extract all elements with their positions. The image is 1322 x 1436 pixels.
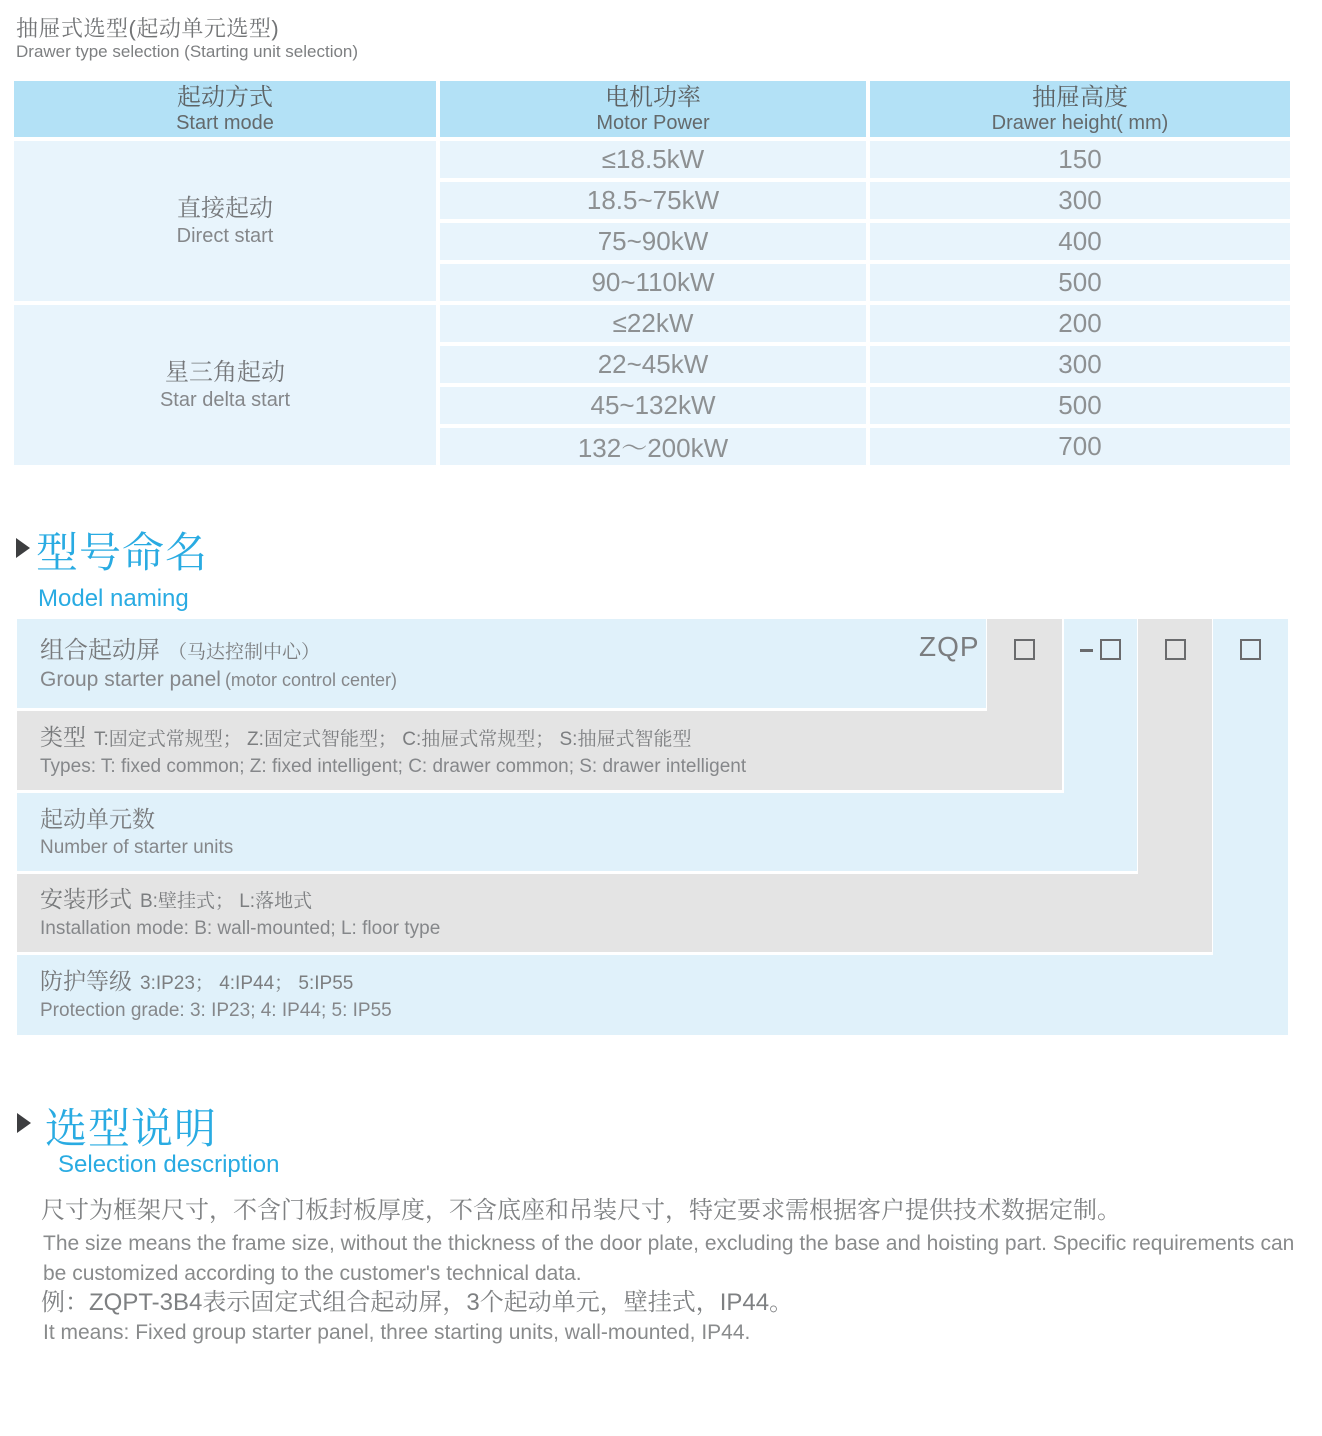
height-value: 400: [1058, 226, 1102, 256]
row5-label-en: Protection grade: 3: IP23; 4: IP44; 5: IP55: [40, 1000, 392, 1021]
code-column-type: [987, 619, 1062, 790]
height-cell: [870, 387, 1290, 424]
power-cell: [440, 141, 866, 178]
power-cell: [440, 305, 866, 342]
model-naming-subtitle: Model naming: [38, 585, 189, 612]
row4-label-cn: 安装形式: [40, 886, 132, 912]
power-value: 22~45kW: [597, 349, 709, 379]
height-cell: [870, 141, 1290, 178]
mode-star-delta-cn: 星三角起动: [165, 359, 285, 386]
model-code-box: [1014, 639, 1035, 660]
power-value: 132～200kW: [577, 433, 729, 463]
desc-paragraph-1-en: The size means the frame size, without the thickness of the door plate, excluding the base and hoisting part. Specific requirements can be customized according to the customer's technical data.: [43, 1232, 1295, 1285]
power-value: 45~132kW: [590, 390, 716, 420]
diagram-row-types: [17, 711, 1062, 790]
mode-direct-start-en: Direct start: [176, 225, 274, 247]
power-value: ≤22kW: [612, 308, 694, 338]
power-cell: [440, 223, 866, 260]
mode-direct-start-cn: 直接起动: [177, 195, 273, 222]
power-cell: [440, 346, 866, 383]
row5-label-cn: 防护等级: [40, 968, 132, 994]
row1-label-cn-sub: （马达控制中心）: [168, 641, 321, 663]
row2-label-en: Types: T: fixed common; Z: fixed intelligent; C: drawer common; S: drawer intelligent: [40, 755, 747, 777]
power-value: ≤18.5kW: [601, 144, 705, 174]
header-motor-power-cn: 电机功率: [605, 83, 701, 111]
code-dash-box-group: [1080, 619, 1121, 871]
selection-desc-title: 选型说明: [45, 1105, 218, 1152]
power-cell: [440, 264, 866, 301]
row3-label-cn: 起动单元数: [40, 805, 155, 832]
row2-label-cn-sub: T:固定式常规型； Z:固定式智能型； C:抽屉式常规型； S:抽屉式智能型: [94, 728, 692, 750]
model-naming-title: 型号命名: [36, 529, 209, 576]
header-cell-drawer-height: [870, 81, 1290, 137]
model-naming-diagram: [17, 619, 1288, 1035]
row1-label-cn: 组合起动屏: [40, 636, 160, 664]
section-bullet-icon: [16, 538, 30, 558]
code-column-installation: [1138, 619, 1212, 952]
section-bullet-icon: [17, 1113, 31, 1133]
header-start-mode-en: Start mode: [176, 111, 274, 134]
header-start-mode-cn: 起动方式: [177, 83, 273, 111]
height-value: 500: [1058, 390, 1102, 420]
header-cell-start-mode: [14, 81, 436, 137]
height-value: 200: [1058, 308, 1102, 338]
height-value: 500: [1058, 267, 1102, 297]
height-cell: [870, 182, 1290, 219]
mode-cell-star-delta: [14, 305, 436, 465]
height-value: 300: [1058, 185, 1102, 215]
row3-label-en: Number of starter units: [40, 836, 234, 858]
mode-star-delta-en: Star delta start: [159, 389, 291, 411]
power-value: 75~90kW: [597, 226, 709, 256]
model-code-box: [1100, 639, 1121, 660]
power-cell: [440, 387, 866, 424]
model-code-prefix: ZQP: [919, 631, 980, 662]
model-code-box: [1240, 639, 1261, 660]
height-cell: [870, 428, 1290, 465]
row5-label-cn-sub: 3:IP23； 4:IP44； 5:IP55: [140, 973, 354, 994]
page-subtitle: Drawer type selection (Starting unit selection): [16, 42, 359, 61]
mode-cell-direct-start: [14, 141, 436, 301]
page-title: 抽屉式选型(起动单元选型): [16, 16, 280, 41]
diagram-row-group-starter-panel: [17, 619, 986, 708]
height-value: 700: [1058, 431, 1102, 461]
row4-label-cn-sub: B:壁挂式； L:落地式: [140, 891, 313, 912]
height-cell: [870, 305, 1290, 342]
height-value: 300: [1058, 349, 1102, 379]
selection-desc-subtitle: Selection description: [58, 1151, 280, 1178]
diagram-row-installation: [17, 874, 1212, 952]
row2-label-cn: 类型: [40, 723, 86, 750]
power-cell: [440, 182, 866, 219]
code-dash: [1080, 649, 1093, 652]
row1-label-en: Group starter panel: [40, 667, 221, 691]
code-column-units: [1064, 619, 1137, 871]
height-cell: [870, 223, 1290, 260]
power-cell: [440, 428, 866, 465]
selection-table: [14, 81, 1290, 465]
height-cell: [870, 264, 1290, 301]
model-code-box: [1165, 639, 1186, 660]
diagram-row-protection: [17, 955, 1288, 1035]
desc-paragraph-2-en: It means: Fixed group starter panel, three starting units, wall-mounted, IP44.: [43, 1321, 751, 1344]
height-cell: [870, 346, 1290, 383]
header-cell-motor-power: [440, 81, 866, 137]
desc-paragraph-2-cn: 例：ZQPT-3B4表示固定式组合起动屏，3个起动单元，壁挂式，IP44。: [41, 1289, 794, 1316]
header-drawer-height-en: Drawer height( mm): [991, 111, 1169, 134]
power-value: 18.5~75kW: [586, 185, 720, 215]
header-motor-power-en: Motor Power: [596, 111, 710, 134]
row1-label-en-sub: (motor control center): [224, 669, 397, 690]
diagram-row-starter-units: [17, 793, 1137, 871]
desc-paragraph-1-cn: 尺寸为框架尺寸，不含门板封板厚度，不含底座和吊装尺寸，特定要求需根据客户提供技术数据定制。: [41, 1197, 1121, 1224]
code-column-protection: [1213, 619, 1288, 1035]
power-value: 90~110kW: [591, 267, 715, 297]
height-value: 150: [1058, 144, 1102, 174]
row4-label-en: Installation mode: B: wall-mounted; L: floor type: [40, 918, 441, 939]
header-drawer-height-cn: 抽屉高度: [1032, 83, 1128, 111]
